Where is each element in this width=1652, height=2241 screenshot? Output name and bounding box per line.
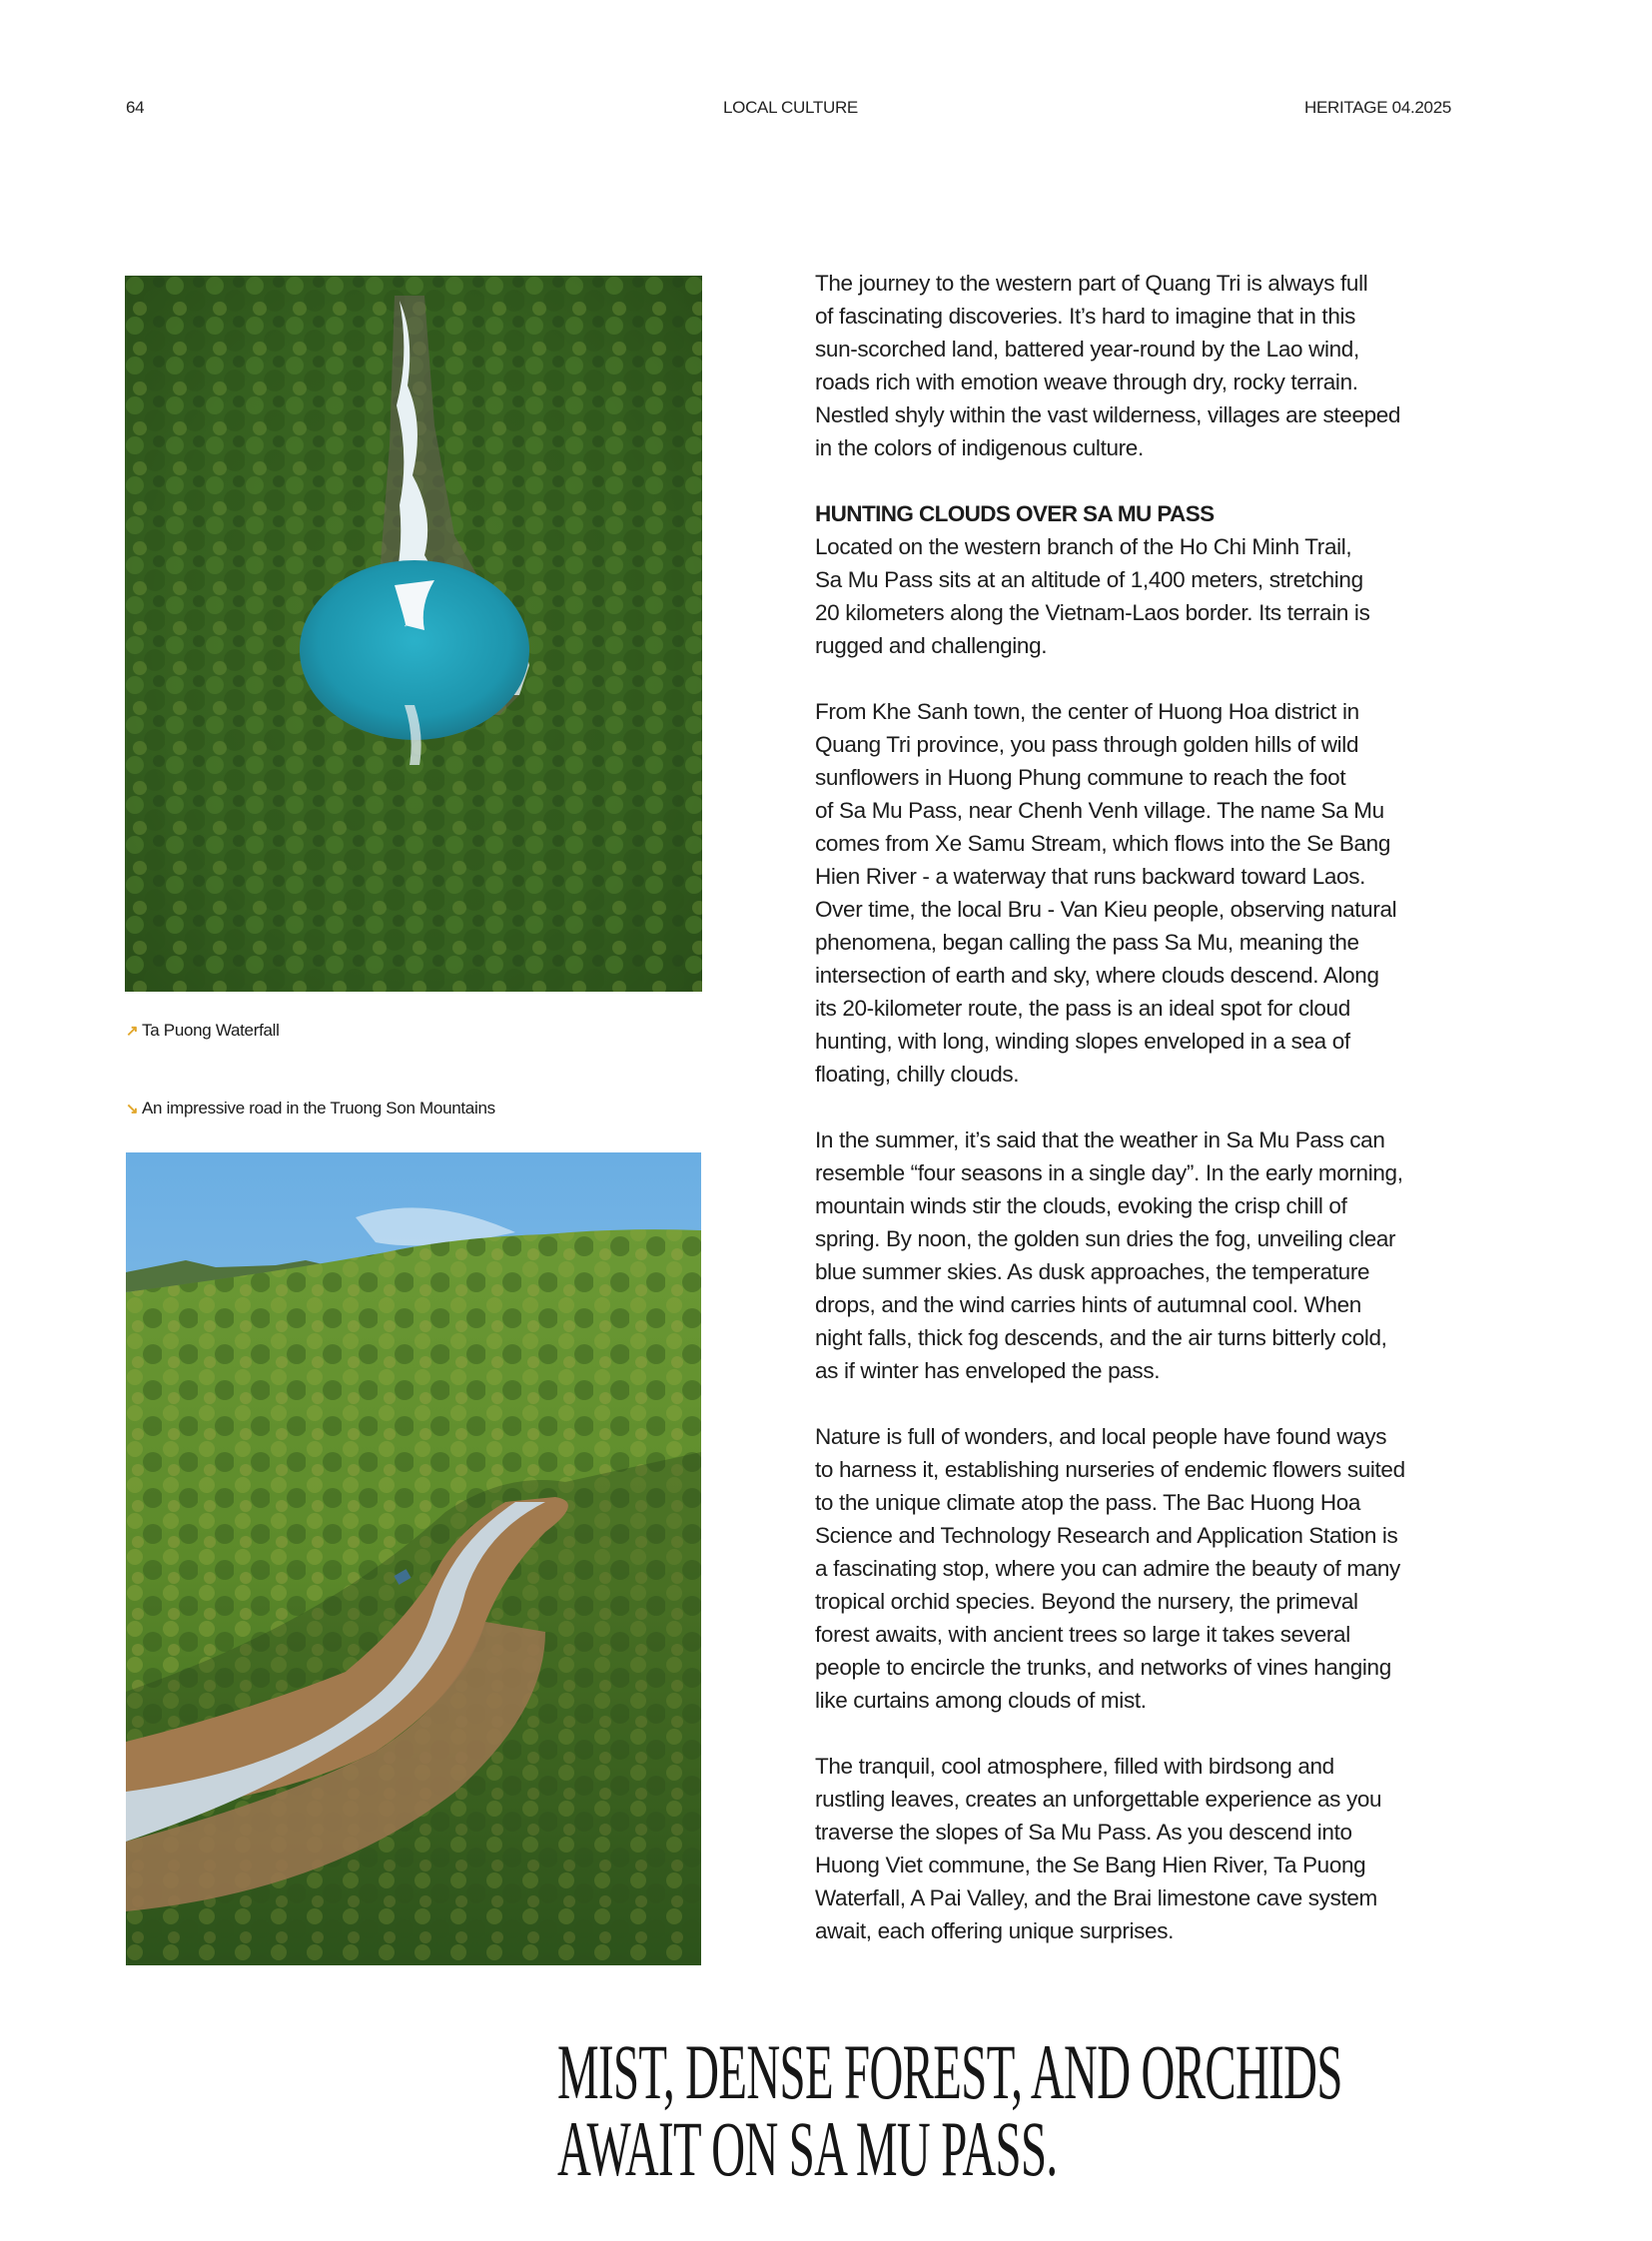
- page-number: 64: [126, 98, 145, 117]
- arrow-up-right-icon: ↗: [126, 1023, 139, 1040]
- waterfall-photo: [125, 276, 702, 992]
- text-line: sunflowers in Huong Phung commune to reach the foot: [815, 765, 1346, 790]
- text-line: blue summer skies. As dusk approaches, the temperature: [815, 1259, 1370, 1284]
- waterfall-photo-art: [125, 276, 702, 992]
- text-line: The journey to the western part of Quang Tri is always full: [815, 271, 1368, 296]
- text-line: of Sa Mu Pass, near Chenh Venh village. The name Sa Mu: [815, 798, 1384, 823]
- text-line: mountain winds stir the clouds, evoking the crisp chill of: [815, 1193, 1347, 1218]
- paragraph-gap: [815, 1717, 1614, 1750]
- text-line: phenomena, began calling the pass Sa Mu, meaning the: [815, 930, 1359, 955]
- paragraph: [815, 695, 1614, 1091]
- photo-caption: [126, 1020, 280, 1043]
- text-line: Nestled shyly within the vast wilderness, villages are steeped: [815, 402, 1401, 427]
- text-line: Quang Tri province, you pass through golden hills of wild: [815, 732, 1359, 757]
- text-line: intersection of earth and sky, where clouds descend. Along: [815, 963, 1379, 988]
- text-line: floating, chilly clouds.: [815, 1062, 1020, 1087]
- text-line: Sa Mu Pass sits at an altitude of 1,400 meters, stretching: [815, 567, 1363, 592]
- paragraph: [815, 530, 1614, 662]
- pull-quote-line: AWAIT ON SA MU PASS.: [557, 2105, 1058, 2192]
- text-line: rustling leaves, creates an unforgettable experience as you: [815, 1787, 1382, 1812]
- text-line: a fascinating stop, where you can admire the beauty of many: [815, 1556, 1400, 1581]
- pull-quote: [398, 2028, 1342, 2192]
- text-line: as if winter has enveloped the pass.: [815, 1358, 1161, 1383]
- section-subheading: HUNTING CLOUDS OVER SA MU PASS: [815, 501, 1215, 526]
- caption-text: Ta Puong Waterfall: [142, 1021, 280, 1040]
- mountain-road-photo: [126, 1152, 701, 1965]
- paragraph: [815, 1750, 1614, 1947]
- text-line: tropical orchid species. Beyond the nursery, the primeval: [815, 1589, 1358, 1614]
- paragraph-gap: [815, 662, 1614, 695]
- intro-paragraph: [815, 267, 1614, 464]
- text-line: sun-scorched land, battered year-round by the Lao wind,: [815, 337, 1359, 362]
- paragraph: [815, 1420, 1614, 1717]
- text-line: 20 kilometers along the Vietnam-Laos border. Its terrain is: [815, 600, 1370, 625]
- text-line: its 20-kilometer route, the pass is an ideal spot for cloud: [815, 996, 1350, 1021]
- text-line: resemble “four seasons in a single day”. In the early morning,: [815, 1160, 1403, 1185]
- article-body: [815, 267, 1614, 1947]
- arrow-down-right-icon: ↘: [126, 1101, 139, 1118]
- paragraph: [815, 1123, 1614, 1387]
- text-line: to harness it, establishing nurseries of endemic flowers suited: [815, 1457, 1405, 1482]
- text-line: Waterfall, A Pai Valley, and the Brai limestone cave system: [815, 1885, 1377, 1910]
- text-line: traverse the slopes of Sa Mu Pass. As you descend into: [815, 1820, 1352, 1845]
- text-line: Located on the western branch of the Ho Chi Minh Trail,: [815, 534, 1352, 559]
- text-line: Over time, the local Bru - Van Kieu people, observing natural: [815, 897, 1397, 922]
- text-line: forest awaits, with ancient trees so large it takes several: [815, 1622, 1350, 1647]
- text-line: to the unique climate atop the pass. The Bac Huong Hoa: [815, 1490, 1361, 1515]
- text-line: Huong Viet commune, the Se Bang Hien River, Ta Puong: [815, 1853, 1366, 1877]
- text-line: hunting, with long, winding slopes enveloped in a sea of: [815, 1029, 1350, 1054]
- photo-caption: [126, 1098, 495, 1120]
- text-line: in the colors of indigenous culture.: [815, 435, 1144, 460]
- text-line: The tranquil, cool atmosphere, filled with birdsong and: [815, 1754, 1334, 1779]
- text-line: roads rich with emotion weave through dry, rocky terrain.: [815, 370, 1358, 394]
- mountain-road-photo-art: [126, 1152, 701, 1965]
- section-title: LOCAL CULTURE: [723, 98, 858, 117]
- text-line: people to encircle the trunks, and networks of vines hanging: [815, 1655, 1391, 1680]
- text-line: of fascinating discoveries. It’s hard to imagine that in this: [815, 304, 1356, 329]
- text-line: await, each offering unique surprises.: [815, 1918, 1175, 1943]
- text-line: comes from Xe Samu Stream, which flows into the Se Bang: [815, 831, 1391, 856]
- text-line: Science and Technology Research and Application Station is: [815, 1523, 1398, 1548]
- paragraph-gap: [815, 1091, 1614, 1123]
- text-line: rugged and challenging.: [815, 633, 1048, 658]
- text-line: From Khe Sanh town, the center of Huong Hoa district in: [815, 699, 1359, 724]
- text-line: Nature is full of wonders, and local people have found ways: [815, 1424, 1387, 1449]
- paragraph-gap: [815, 1387, 1614, 1420]
- issue-label: HERITAGE 04.2025: [1304, 98, 1452, 117]
- pull-quote-line: MIST, DENSE FOREST, AND ORCHIDS: [557, 2028, 1342, 2115]
- text-line: Hien River - a waterway that runs backward toward Laos.: [815, 864, 1365, 889]
- caption-text: An impressive road in the Truong Son Mountains: [142, 1099, 495, 1118]
- text-line: like curtains among clouds of mist.: [815, 1688, 1147, 1713]
- paragraph-gap: [815, 464, 1614, 497]
- text-line: In the summer, it’s said that the weather in Sa Mu Pass can: [815, 1127, 1385, 1152]
- text-line: night falls, thick fog descends, and the air turns bitterly cold,: [815, 1325, 1387, 1350]
- text-line: drops, and the wind carries hints of autumnal cool. When: [815, 1292, 1361, 1317]
- text-line: spring. By noon, the golden sun dries the fog, unveiling clear: [815, 1226, 1396, 1251]
